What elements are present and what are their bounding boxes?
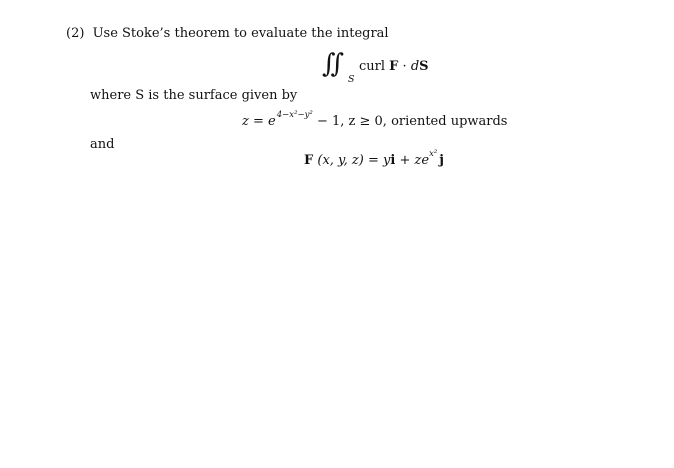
unit-vector-i: i (390, 153, 396, 168)
plus-sign: + (399, 153, 411, 168)
surface-intro-text: where S is the surface given by (90, 88, 298, 103)
integral-subscript: S (348, 74, 355, 85)
term2-coefficient: ze (414, 153, 430, 168)
field-lhs-symbol: F (304, 153, 314, 168)
field-lhs-args: (x, y, z) (317, 153, 364, 168)
differential-d: d (410, 59, 420, 74)
surface-z: z (242, 114, 249, 129)
field-eq-sign: = (368, 153, 379, 168)
field-definition (304, 149, 445, 168)
surface-eq-sign: = (253, 114, 264, 129)
integrand (359, 59, 429, 74)
connector-and: and (90, 137, 115, 152)
surface-equation (242, 110, 508, 129)
surface-intro (90, 88, 297, 103)
surface-exp-base: e (268, 114, 276, 129)
problem-text: Use Stoke’s theorem to evaluate the integral (92, 26, 389, 41)
curl-operator: curl (359, 59, 386, 74)
surface-exponent: 4−x²−y² (276, 110, 313, 120)
double-integral-sign: ∫∫ (322, 49, 340, 79)
problem-number: (2) (66, 26, 85, 41)
term2-exponent: x² (429, 149, 438, 159)
problem-statement (66, 26, 389, 41)
term1-coefficient: y (383, 153, 391, 168)
differential-surface: S (419, 59, 429, 74)
vector-field-symbol: F (389, 59, 399, 74)
unit-vector-j: j (439, 153, 445, 168)
surface-rest: − 1, z ≥ 0, oriented upwards (312, 114, 508, 129)
dot-operator: · (402, 59, 407, 74)
